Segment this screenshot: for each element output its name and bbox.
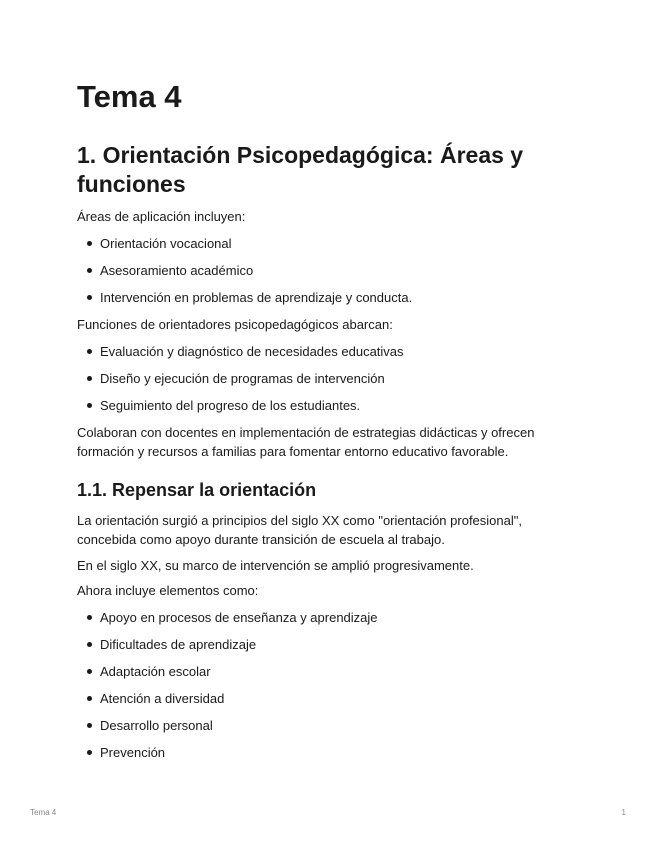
list-item-text: Orientación vocacional [100, 236, 232, 251]
list-item [77, 288, 412, 315]
list-item [77, 369, 404, 396]
subsection-paragraph-expansion: En el siglo XX, su marco de intervención se amplió progresivamente. [77, 558, 474, 573]
subsection-paragraph-elements: Ahora incluye elementos como: [77, 583, 259, 598]
list-item [77, 234, 412, 261]
bullet-icon [87, 349, 92, 354]
list-item [77, 608, 378, 635]
list-item-text: Seguimiento del progreso de los estudiantes. [100, 398, 361, 413]
list-item-text: Diseño y ejecución de programas de intervención [100, 371, 385, 386]
list-item [77, 396, 404, 423]
bullet-icon [87, 403, 92, 408]
list-item-text: Intervención en problemas de aprendizaje y conducta. [100, 290, 413, 305]
list-item [77, 261, 412, 288]
list-item [77, 689, 378, 716]
functions-list [77, 342, 404, 423]
list-item-text: Asesoramiento académico [100, 263, 254, 278]
bullet-icon [87, 696, 92, 701]
bullet-icon [87, 642, 92, 647]
list-item [77, 635, 378, 662]
areas-list [77, 234, 412, 315]
bullet-icon [87, 241, 92, 246]
list-item [77, 716, 378, 743]
list-item [77, 342, 404, 369]
list-item-text: Atención a diversidad [100, 691, 225, 706]
list-item-text: Dificultades de aprendizaje [100, 637, 257, 652]
bullet-icon [87, 376, 92, 381]
subsection-paragraph-origin: La orientación surgió a principios del siglo XX como "orientación profesional", concebida como apoyo durante transición de escuela al trabajo. [77, 513, 522, 547]
bullet-icon [87, 669, 92, 674]
list-item-text: Apoyo en procesos de enseñanza y aprendizaje [100, 610, 378, 625]
section-paragraph-areas: Áreas de aplicación incluyen: [77, 209, 246, 224]
list-item-text: Prevención [100, 745, 166, 760]
section-paragraph-functions: Funciones de orientadores psicopedagógicos abarcan: [77, 317, 393, 332]
section-heading: 1. Orientación Psicopedagógica: Áreas y funciones [77, 142, 524, 197]
list-item-text: Adaptación escolar [100, 664, 211, 679]
section-paragraph-collaboration: Colaboran con docentes en implementación de estrategias didácticas y ofrecen formación y recursos a familias para fomentar entorno educativo favorable. [77, 425, 535, 459]
document-title: Tema 4 [77, 79, 182, 114]
bullet-icon [87, 268, 92, 273]
bullet-icon [87, 723, 92, 728]
list-item [77, 743, 378, 770]
bullet-icon [87, 615, 92, 620]
footer-document-name: Tema 4 [30, 808, 57, 817]
list-item [77, 662, 378, 689]
subsection-heading: 1.1. Repensar la orientación [77, 480, 317, 500]
list-item-text: Desarrollo personal [100, 718, 213, 733]
list-item-text: Evaluación y diagnóstico de necesidades educativas [100, 344, 404, 359]
elements-list [77, 608, 378, 770]
bullet-icon [87, 750, 92, 755]
bullet-icon [87, 295, 92, 300]
footer-page-number: 1 [621, 808, 626, 817]
